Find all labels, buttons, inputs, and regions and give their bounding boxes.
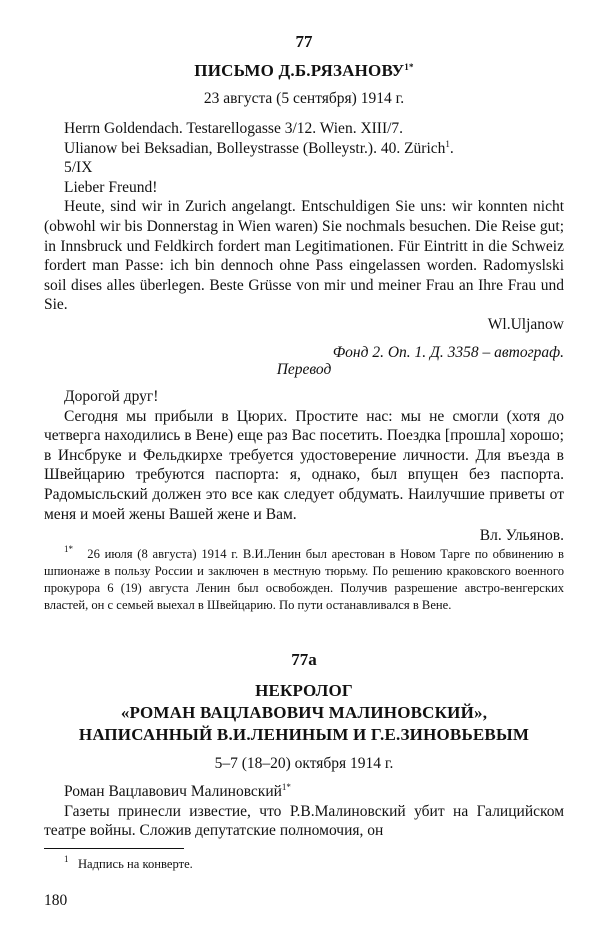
document-title-77 <box>44 61 564 81</box>
address-line-2-text: Ulianow bei Beksadian, Bolleystrasse (Bolleystr.). 40. Zürich <box>64 139 446 157</box>
address-line-2: Ulianow bei Beksadian, Bolleystrasse (Bolleystr.). 40. Zürich$^1$. <box>64 138 454 157</box>
document-title-77a-line2: «РОМАН ВАЦЛАВОВИЧ МАЛИНОВСКИЙ», <box>120 703 488 722</box>
archive-reference: Фонд 2. Оп. 1. Д. 3358 – автограф. <box>332 343 564 361</box>
document-number-77: 77 <box>295 32 313 51</box>
translation-signature: Вл. Ульянов. <box>479 527 564 545</box>
address-line-1: Herrn Goldendach. Testarellogasse 3/12. Wien. XIII/7. <box>64 120 404 137</box>
document-number-77a: 77а <box>291 650 317 669</box>
obituary-heading-mark: 1* <box>281 782 291 792</box>
letter-text: Heute, sind wir in Zurich angelangt. Entschuldigen Sie uns: wir konnten nicht (obwohl wir bis Donnerstag in Wien waren) Sie nochmals besuchen. Die Reise gut; in Innsbruck und Feldkirch fordert man Legitimationen. Für Eintritt in die Schweiz fordert man Passe: ich bin dennoch ohne Pass eingelassen worden. Radomyslski soil dises alles überlegen. Beste Grüsse von mir und meiner Frau an Ihre Frau und Sie. <box>44 198 564 314</box>
document-title-77a-line1: НЕКРОЛОГ <box>255 681 353 700</box>
footnote-text-page: Надпись на конверте. <box>77 857 193 871</box>
footnote-block-77 <box>44 546 564 614</box>
footnote-divider <box>44 848 184 849</box>
translation-greeting: Дорогой друг! <box>64 388 159 405</box>
letter-block <box>44 119 564 362</box>
footnote-block-page <box>44 856 564 873</box>
signature: Wl.Uljanow <box>487 315 564 333</box>
obituary-block <box>44 782 564 841</box>
page-number: 180 <box>44 892 68 909</box>
title-text: ПИСЬМО Д.Б.РЯЗАНОВУ <box>194 61 405 80</box>
dateline: 5/IX <box>64 159 93 177</box>
translation-block <box>44 387 564 546</box>
translation-text: Сегодня мы прибыли в Цюрих. Простите нас: мы не смогли (хотя до четверга находились в Вене) еще раз Вас посетить. Поездка [прошла] хорошо; в Инсбруке и Фельдкирхе требуется удостоверение личности. Для въезда в Швейцарию требуются паспорта: я, однако, был впущен без паспорта. Радомысльский должен это все как следует обдумать. Наилучшие приветы от меня и моей жены Вашей жене и Вам. <box>44 407 564 523</box>
document-title-77a-line3: НАПИСАННЫЙ В.И.ЛЕНИНЫМ И Г.Е.ЗИНОВЬЕВЫМ <box>78 725 530 744</box>
greeting: Lieber Freund! <box>64 178 158 196</box>
title-footnote-mark: 1* <box>404 62 414 72</box>
obituary-text: Газеты принесли известие, что Р.В.Малиновский убит на Галицийском театре войны. Сложив депутатские полномочия, он <box>44 802 564 840</box>
document-date-77a: 5–7 (18–20) октября 1914 г. <box>214 755 394 772</box>
obituary-heading <box>44 782 564 802</box>
footnote-mark-page: 1 <box>64 854 69 864</box>
footnote-mark-77: 1* <box>64 544 73 554</box>
translation-heading: Перевод <box>276 361 332 378</box>
obituary-heading-text: Роман Вацлавович Малиновский <box>64 783 282 800</box>
address-footnote-mark: 1 <box>445 138 450 149</box>
footnote-text-77: 26 июля (8 августа) 1914 г. В.И.Ленин был арестован в Новом Тарге по обвинению в шпионаже в пользу России и заключен в местную тюрьму. По решению краковского военного прокурора 6 (19) августа Ленин был освобожден. Получив разрешение австро-венгерских властей, он с семьей выехал в Швейцарию. По пути останавливался в Вене. <box>44 547 564 612</box>
document-date-77: 23 августа (5 сентября) 1914 г. <box>203 90 405 107</box>
